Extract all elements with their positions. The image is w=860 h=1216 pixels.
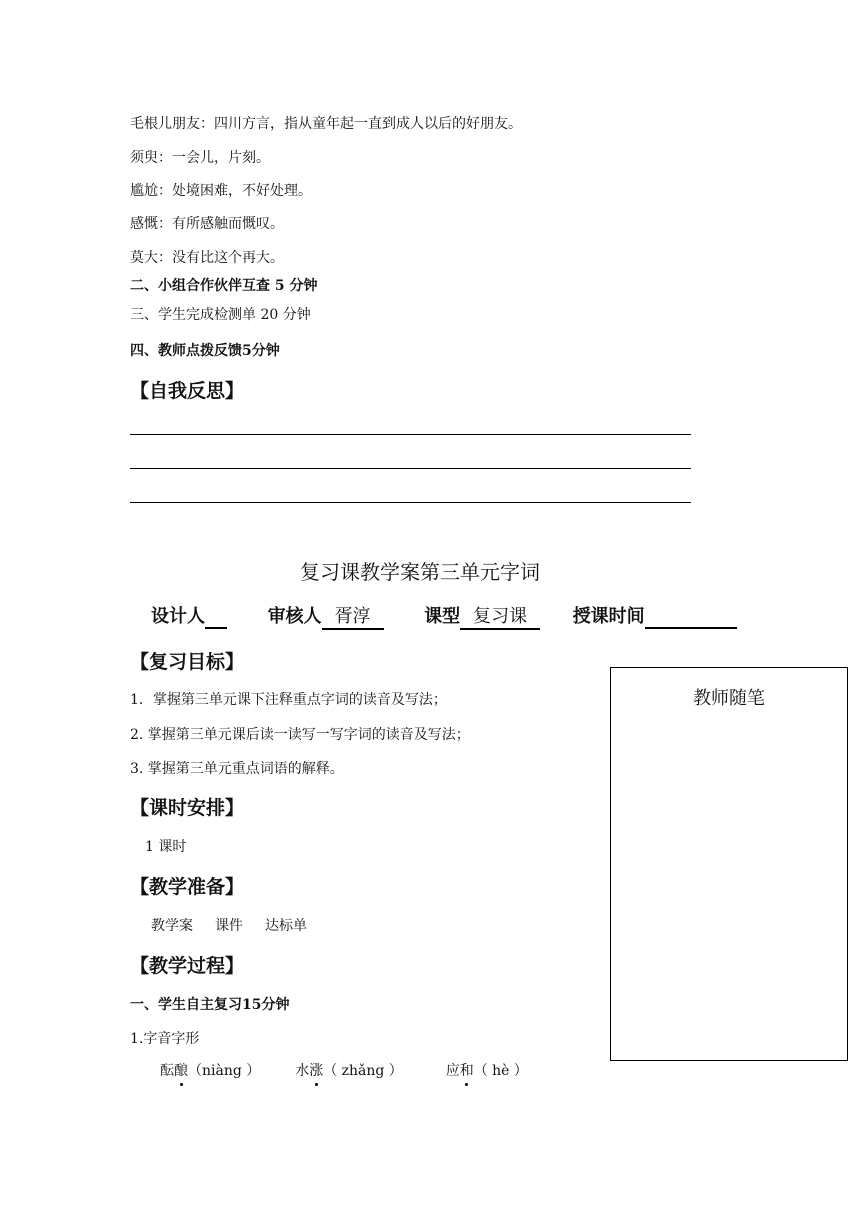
time-label: 授课时间 xyxy=(572,606,645,627)
process-step-one: 一、学生自主复习15分钟 xyxy=(130,997,290,1013)
glossary-definition: 一会儿，片刻。 xyxy=(172,150,270,166)
glossary-separator: ： xyxy=(158,250,172,266)
word-char: 水 xyxy=(295,1063,310,1079)
word-item xyxy=(446,1063,528,1079)
glossary-item xyxy=(130,147,270,167)
lesson-title: 复习课教学案第三单元字词 xyxy=(300,560,540,584)
pinyin: （ zhǎng ） xyxy=(323,1063,403,1079)
pinyin: （ hè ） xyxy=(473,1063,528,1079)
reviewer-label: 审核人 xyxy=(267,606,322,627)
glossary-definition: 有所感触而慨叹。 xyxy=(172,216,284,232)
schedule-value: 1 课时 xyxy=(145,839,187,855)
process-heading: 【教学过程】 xyxy=(130,955,245,977)
reflection-line xyxy=(130,468,691,469)
reflection-line xyxy=(130,502,691,503)
glossary-term: 须臾 xyxy=(130,150,158,166)
type-label: 课型 xyxy=(424,606,461,627)
reflection-line xyxy=(130,434,691,435)
glossary-separator: ： xyxy=(158,216,172,232)
word-item xyxy=(160,1063,265,1079)
glossary-term: 尴尬 xyxy=(130,183,158,199)
dotted-char: 和 xyxy=(460,1060,474,1080)
reflection-heading: 【自我反思】 xyxy=(130,380,245,402)
glossary-item xyxy=(130,180,312,200)
word-item xyxy=(295,1063,407,1079)
goal-item: 3. 掌握第三单元重点词语的解释。 xyxy=(130,761,344,777)
reviewer-name: 胥淳 xyxy=(322,602,384,630)
time-blank xyxy=(645,606,737,629)
word-char: 应 xyxy=(445,1063,460,1079)
pinyin: （niàng ） xyxy=(188,1063,261,1079)
glossary-separator: ： xyxy=(158,183,172,199)
glossary-definition: 四川方言，指从童年起一直到成人以后的好朋友。 xyxy=(214,116,522,132)
step-four: 四、教师点拨反馈5分钟 xyxy=(130,343,280,359)
pinyin-row xyxy=(160,1060,528,1080)
glossary-term: 感慨 xyxy=(130,216,158,232)
dotted-char: 酿 xyxy=(174,1060,188,1080)
teacher-notes-title: 教师随笔 xyxy=(693,688,765,709)
step-three: 三、学生完成检测单 20 分钟 xyxy=(130,307,311,323)
prep-item: 课件 xyxy=(215,918,243,934)
glossary-separator: ： xyxy=(200,116,214,132)
prep-items xyxy=(151,915,307,935)
glossary-term: 毛根儿朋友 xyxy=(130,116,200,132)
glossary-definition: 处境困难，不好处理。 xyxy=(172,183,312,199)
glossary-term: 莫大 xyxy=(130,250,158,266)
goal-item: 2. 掌握第三单元课后读一读写一写字词的读音及写法； xyxy=(130,727,470,743)
glossary-separator: ： xyxy=(158,150,172,166)
glossary-item xyxy=(130,213,284,233)
goals-heading: 【复习目标】 xyxy=(130,651,245,673)
goal-item: 1．掌握第三单元课下注释重点字词的读音及写法； xyxy=(130,692,447,708)
step-two: 二、小组合作伙伴互查 5 分钟 xyxy=(130,278,318,294)
plan-meta-row xyxy=(151,602,737,630)
prep-heading: 【教学准备】 xyxy=(130,876,245,898)
process-sub-heading: 1.字音字形 xyxy=(130,1031,200,1047)
type-value: 复习课 xyxy=(460,602,540,630)
designer-label: 设计人 xyxy=(151,606,205,627)
prep-item: 教学案 xyxy=(151,918,193,934)
prep-item: 达标单 xyxy=(265,918,307,934)
glossary-item xyxy=(130,113,522,133)
word-char: 酝 xyxy=(160,1063,174,1079)
schedule-heading: 【课时安排】 xyxy=(130,797,245,819)
glossary-definition: 没有比这个再大。 xyxy=(172,250,284,266)
teacher-notes-box xyxy=(610,667,848,1061)
designer-blank xyxy=(205,606,227,629)
glossary-item xyxy=(130,247,284,267)
dotted-char: 涨 xyxy=(309,1060,323,1080)
